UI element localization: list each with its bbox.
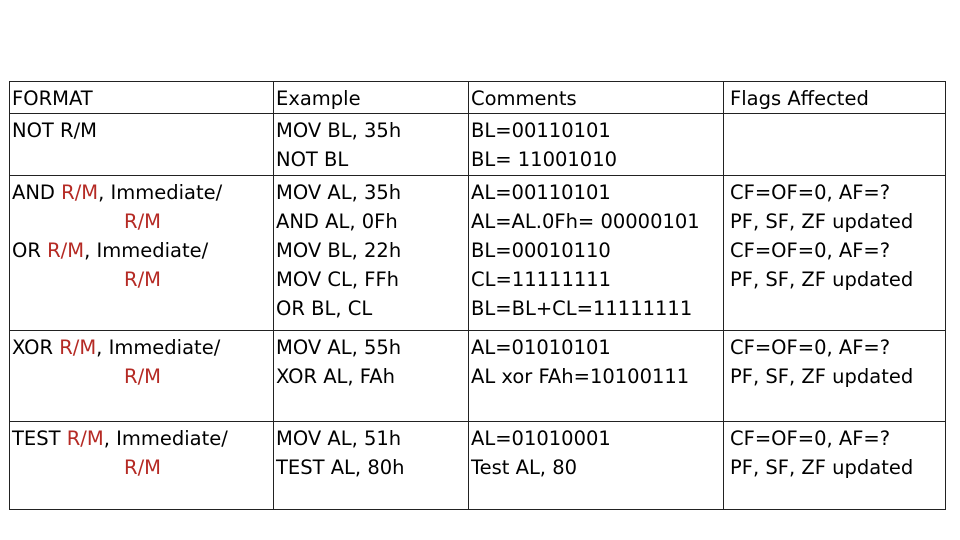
format-cell bbox=[10, 176, 274, 331]
comment-line: BL=00010110 bbox=[471, 239, 611, 262]
format-text: XOR bbox=[12, 336, 60, 359]
format-line bbox=[12, 116, 273, 145]
example-line: MOV AL, 35h bbox=[276, 181, 402, 204]
flags-cell bbox=[724, 331, 946, 422]
comments-cell bbox=[469, 422, 724, 510]
comment-line: BL= 11001010 bbox=[471, 148, 618, 171]
flags-line: PF, SF, ZF updated bbox=[730, 210, 914, 233]
example-line: OR BL, CL bbox=[276, 297, 373, 320]
comment-line: Test AL, 80 bbox=[471, 456, 578, 479]
format-cell bbox=[10, 114, 274, 176]
header-example bbox=[274, 82, 469, 114]
header-comments bbox=[469, 82, 724, 114]
comments-cell bbox=[469, 114, 724, 176]
comment-line: AL xor FAh=10100111 bbox=[471, 365, 690, 388]
example-line: XOR AL, FAh bbox=[276, 365, 395, 388]
operand-rm: R/M bbox=[124, 365, 161, 388]
comment-line: AL=00110101 bbox=[471, 181, 611, 204]
comment-line: CL=11111111 bbox=[471, 268, 612, 291]
format-text: , Immediate/ bbox=[103, 427, 228, 450]
table-row bbox=[10, 176, 946, 331]
format-line bbox=[12, 453, 273, 482]
format-line bbox=[12, 178, 273, 207]
table-row bbox=[10, 331, 946, 422]
example-line: MOV CL, FFh bbox=[276, 268, 400, 291]
format-text: OR bbox=[12, 239, 48, 262]
flags-line: PF, SF, ZF updated bbox=[730, 365, 914, 388]
format-text: , Immediate/ bbox=[96, 336, 221, 359]
example-line: AND AL, 0Fh bbox=[276, 210, 398, 233]
operand-rm: R/M bbox=[47, 239, 85, 262]
example-cell bbox=[274, 176, 469, 331]
logic-instructions-table bbox=[9, 81, 946, 510]
operand-rm: R/M bbox=[124, 210, 161, 233]
header-flags bbox=[724, 82, 946, 114]
operand-rm: R/M bbox=[124, 456, 161, 479]
comments-cell bbox=[469, 176, 724, 331]
header-row bbox=[10, 82, 946, 114]
format-text: TEST bbox=[12, 427, 67, 450]
format-line bbox=[12, 265, 273, 294]
flags-line: CF=OF=0, AF=? bbox=[730, 181, 891, 204]
format-cell bbox=[10, 331, 274, 422]
format-text: , Immediate/ bbox=[84, 239, 209, 262]
format-text: , Immediate/ bbox=[98, 181, 223, 204]
header-example-label: Example bbox=[276, 87, 361, 110]
comment-line: BL=00110101 bbox=[471, 119, 611, 142]
operand-rm: R/M bbox=[66, 427, 104, 450]
flags-line: CF=OF=0, AF=? bbox=[730, 336, 891, 359]
flags-cell bbox=[724, 422, 946, 510]
example-line: MOV AL, 55h bbox=[276, 336, 402, 359]
comment-line: AL=01010001 bbox=[471, 427, 611, 450]
format-text: NOT R/M bbox=[12, 119, 97, 142]
flags-line: PF, SF, ZF updated bbox=[730, 456, 914, 479]
example-line: MOV AL, 51h bbox=[276, 427, 402, 450]
comment-line: BL=BL+CL=11111111 bbox=[471, 297, 693, 320]
header-format bbox=[10, 82, 274, 114]
operand-rm: R/M bbox=[124, 268, 161, 291]
example-cell bbox=[274, 422, 469, 510]
comments-cell bbox=[469, 331, 724, 422]
flags-line: PF, SF, ZF updated bbox=[730, 268, 914, 291]
format-line bbox=[12, 236, 273, 265]
header-flags-label: Flags Affected bbox=[730, 87, 869, 110]
flags-cell bbox=[724, 114, 946, 176]
header-format-label: FORMAT bbox=[12, 87, 93, 110]
format-line bbox=[12, 362, 273, 391]
flags-line: CF=OF=0, AF=? bbox=[730, 239, 891, 262]
example-line: TEST AL, 80h bbox=[276, 456, 405, 479]
table-row bbox=[10, 114, 946, 176]
example-line: MOV BL, 22h bbox=[276, 239, 402, 262]
format-line bbox=[12, 424, 273, 453]
format-line bbox=[12, 207, 273, 236]
table-row bbox=[10, 422, 946, 510]
flags-line: CF=OF=0, AF=? bbox=[730, 427, 891, 450]
example-cell bbox=[274, 331, 469, 422]
example-cell bbox=[274, 114, 469, 176]
example-line: NOT BL bbox=[276, 148, 349, 171]
example-line: MOV BL, 35h bbox=[276, 119, 402, 142]
header-comments-label: Comments bbox=[471, 87, 577, 110]
operand-rm: R/M bbox=[59, 336, 97, 359]
comment-line: AL=AL.0Fh= 00000101 bbox=[471, 210, 700, 233]
operand-rm: R/M bbox=[61, 181, 99, 204]
format-cell bbox=[10, 422, 274, 510]
format-text: AND bbox=[12, 181, 62, 204]
format-line bbox=[12, 333, 273, 362]
table-body bbox=[10, 82, 946, 510]
comment-line: AL=01010101 bbox=[471, 336, 611, 359]
flags-cell bbox=[724, 176, 946, 331]
